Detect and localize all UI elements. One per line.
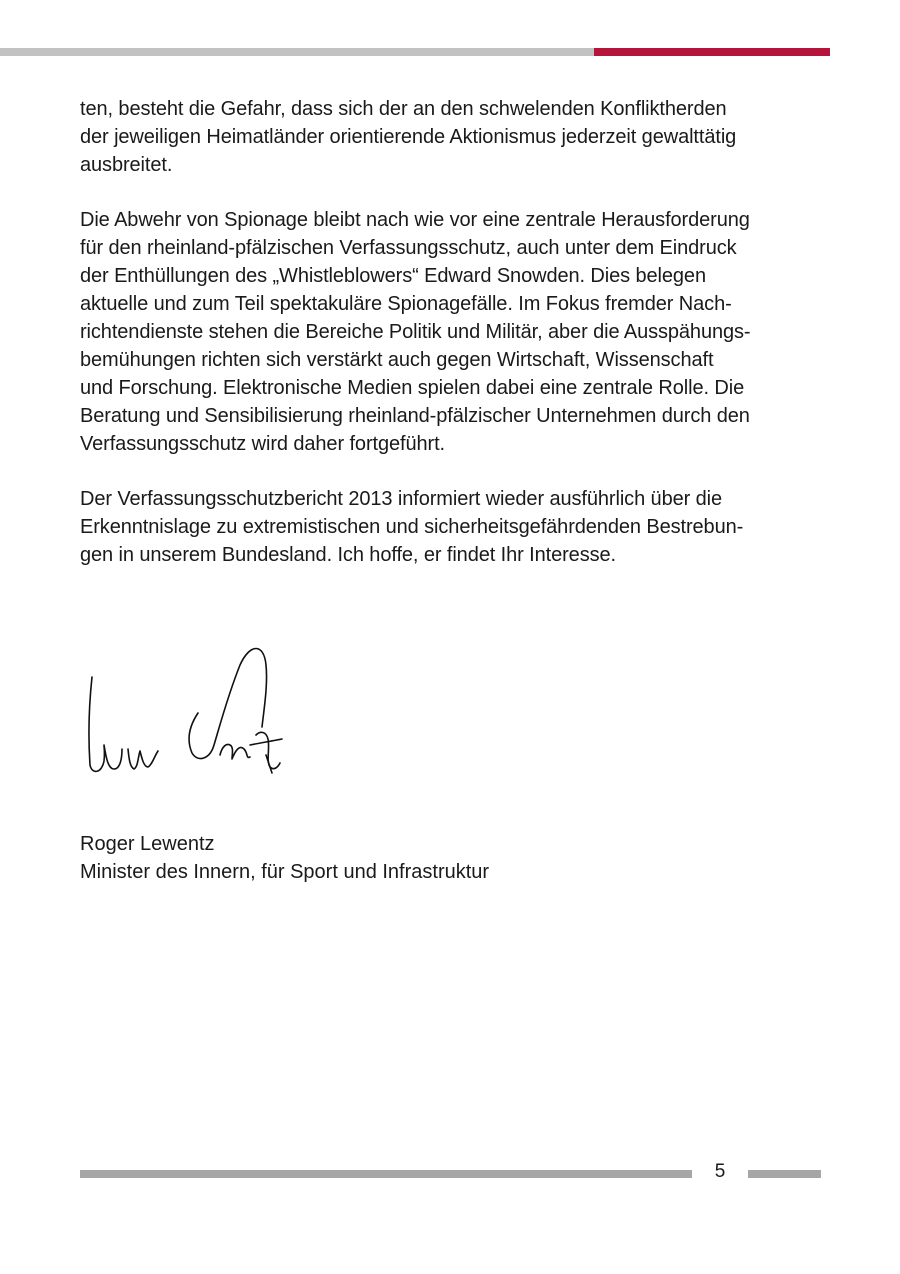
footer-bar-left [80,1170,692,1178]
signer-name: Roger Lewentz [80,833,215,855]
paragraph-1: ten, besteht die Gefahr, dass sich der an den schwelenden Konfliktherden der jeweiligen Heimatländer orientierende Aktionismus jederzeit gewalttätig ausbreitet. [80,98,737,176]
signer-title: Minister des Innern, für Sport und Infrastruktur [80,861,490,883]
paragraph-2: Die Abwehr von Spionage bleibt nach wie vor eine zentrale Herausforderung für den rheinland-pfälzischen Verfassungsschutz, auch unter dem Eindruck der Enthüllungen des „Whistleblowers“ Edward Snowden. Dies belegen aktuelle und zum Teil spektakuläre Spionagefälle. Im Fokus fremder Nach- richtendienste stehen die Bereiche Politik und Militär, aber die Ausspähungs- bemühungen richten sich verstärkt auch gegen Wirtschaft, Wissenschaft und Forschung. Elektronische Medien spielen dabei eine zentrale Rolle. Die Beratung und Sensibilisierung rheinland-pfälzischer Unternehmen durch den Verfassungsschutz wird daher fortgeführt. [80,209,751,455]
signer-block [80,830,489,886]
signature-image [80,635,305,785]
header-bar-gray [0,48,594,56]
header-bar-accent [594,48,830,56]
body-text [80,95,825,596]
paragraph-3: Der Verfassungsschutzbericht 2013 informiert wieder ausführlich über die Erkenntnislage zu extremistischen und sicherheitsgefährdenden Bestrebun- gen in unserem Bundesland. Ich hoffe, er findet Ihr Interesse. [80,488,744,566]
page-number: 5 [714,1161,726,1182]
footer-bar-right [748,1170,821,1178]
